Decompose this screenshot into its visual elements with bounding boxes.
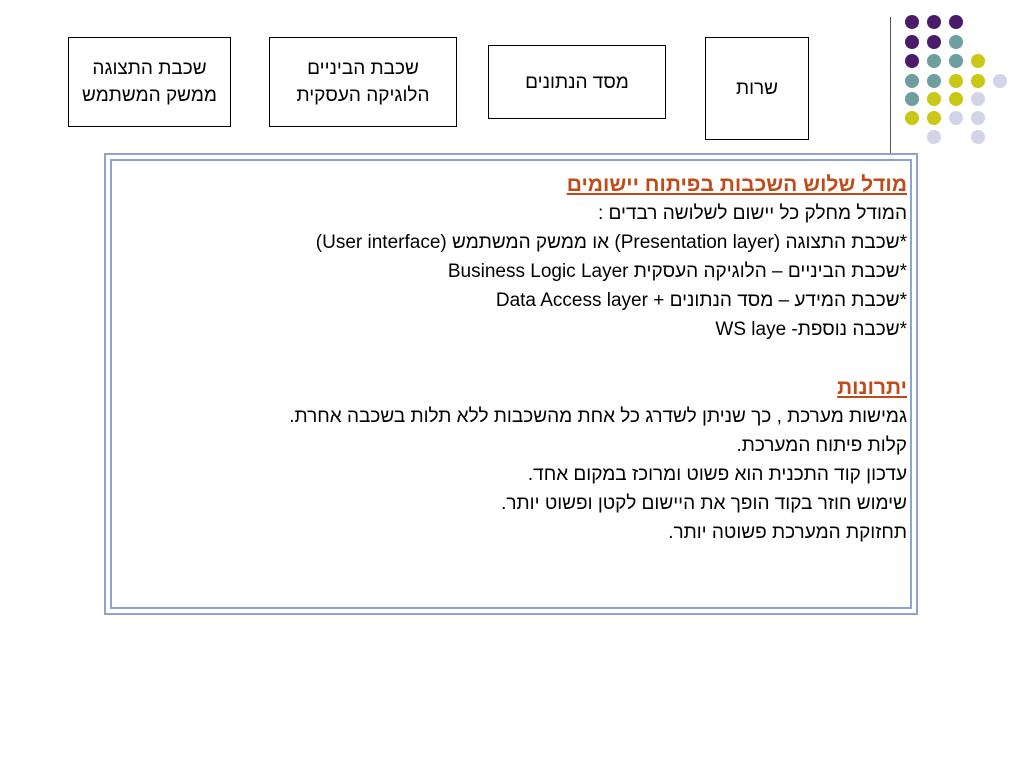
decorative-dot: [927, 15, 941, 29]
service-box-label: שרות: [735, 78, 779, 99]
decorative-dot: [927, 111, 941, 125]
advantage-item: תחזוקת המערכת פשוטה יותר.: [668, 522, 907, 543]
decorative-dot: [949, 74, 963, 88]
presentation-layer-box: [68, 37, 231, 127]
layer-item: *שכבת הביניים – הלוגיקה העסקית Business Logic Layer: [447, 261, 907, 282]
slide-content: [112, 170, 907, 547]
slide-title: מודל שלוש השכבות בפיתוח יישומים: [566, 173, 907, 196]
advantage-item: שימוש חוזר בקוד הופך את היישום לקטן ופשוט יותר.: [501, 493, 907, 514]
decorative-dot: [949, 35, 963, 49]
advantage-item: קלות פיתוח המערכת.: [736, 435, 907, 456]
decorative-dot: [949, 111, 963, 125]
presentation-box-line1: שכבת התצוגה: [92, 58, 207, 79]
layer-item: *שכבת המידע – מסד הנתונים + Data Access layer: [495, 290, 907, 311]
layer-item: *שכבת התצוגה (Presentation layer) או ממשק המשתמש (User interface): [315, 232, 907, 253]
decorative-dot: [905, 92, 919, 106]
decorative-dot: [971, 111, 985, 125]
service-box: [705, 37, 809, 140]
decorative-dot: [971, 74, 985, 88]
decorative-dot: [971, 92, 985, 106]
decorative-dot: [927, 74, 941, 88]
decorative-dot: [993, 74, 1007, 88]
decorative-dot: [927, 92, 941, 106]
spacer: [112, 344, 907, 373]
decorative-dot: [971, 130, 985, 144]
advantage-item: עדכון קוד התכנית הוא פשוט ומרוכז במקום אחד.: [527, 464, 907, 485]
business-layer-box: [269, 37, 457, 127]
business-box-line1: שכבת הביניים: [307, 58, 419, 79]
decorative-dot: [971, 54, 985, 68]
presentation-box-line2: ממשק המשתמש: [82, 85, 217, 106]
decorative-dot: [927, 54, 941, 68]
decorative-dot: [905, 15, 919, 29]
decorative-dot: [905, 74, 919, 88]
decorative-dot: [905, 54, 919, 68]
business-box-line2: הלוגיקה העסקית: [296, 85, 430, 106]
decorative-dot: [927, 35, 941, 49]
decorative-dot: [949, 54, 963, 68]
decorative-dot: [927, 130, 941, 144]
advantages-heading: יתרונות: [837, 376, 907, 399]
decorative-dot: [905, 35, 919, 49]
decorative-dot: [949, 92, 963, 106]
data-box-label: מסד הנתונים: [525, 71, 629, 93]
layer-item: *שכבה נוספת- WS laye: [715, 319, 907, 340]
decorative-dot: [905, 111, 919, 125]
intro-text: המודל מחלק כל יישום לשלושה רבדים :: [597, 203, 907, 224]
decorative-divider-line: [890, 17, 891, 157]
decorative-dot: [949, 15, 963, 29]
advantage-item: גמישות מערכת , כך שניתן לשדרג כל אחת מהשכבות ללא תלות בשכבה אחרת.: [289, 406, 907, 427]
data-layer-box: [488, 45, 666, 119]
